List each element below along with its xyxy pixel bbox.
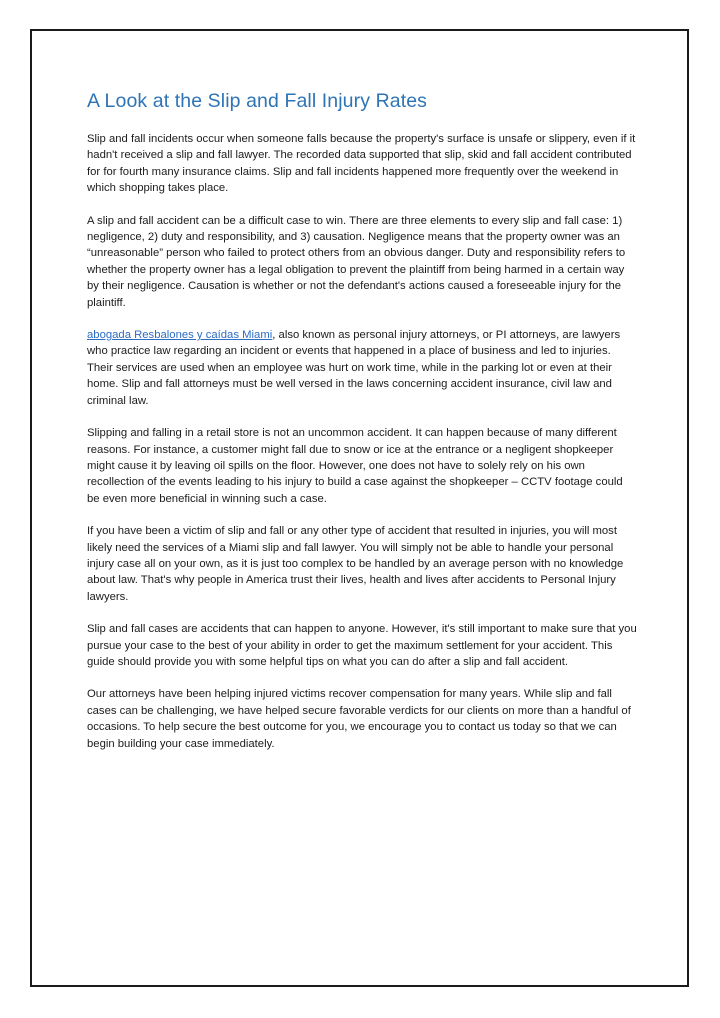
paragraph-3-text: , also known as personal injury attorneys, or PI attorneys, are lawyers who practice law regarding an incident or events that happened in a place of business and led to injuries. Their services are used when an employee was hurt on work time, while in the parking lot or even at their home. Slip and fall attorneys must be well versed in the laws concerning accident insurance, civil law and criminal law. xyxy=(87,329,621,407)
document-body xyxy=(87,88,637,768)
paragraph-6: Slip and fall cases are accidents that can happen to anyone. However, it's still important to make sure that you pursue your case to the best of your ability in order to get the maximum settlement for your accident. This guide should provide you with some helpful tips on what you can do after a slip and fall accident. xyxy=(87,623,637,668)
paragraph-4: Slipping and falling in a retail store is not an uncommon accident. It can happen because of many different reasons. For instance, a customer might fall due to snow or ice at the entrance or a negligent shopkeeper might cause it by leaving oil spills on the floor. However, one does not have to solely rely on his own recollection of the events leading to his injury to build a case against the shopkeeper – CCTV footage could be even more beneficial in winning such a case. xyxy=(87,427,623,505)
paragraph-5: If you have been a victim of slip and fall or any other type of accident that resulted in injuries, you will most likely need the services of a Miami slip and fall lawyer. You will simply not be able to handle your personal injury case all on your own, as it is just too complex to be handled by an average person with no knowledge about law. That's why people in America trust their lives, health and lives after accidents to Personal Injury lawyers. xyxy=(87,525,624,603)
paragraph-7: Our attorneys have been helping injured victims recover compensation for many years. While slip and fall cases can be challenging, we have helped secure favorable verdicts for our clients on more than a handful of occasions. To help secure the best outcome for you, we encourage you to contact us today so that we can begin building your case immediately. xyxy=(87,688,631,750)
paragraph-2: A slip and fall accident can be a difficult case to win. There are three elements to every slip and fall case: 1) negligence, 2) duty and responsibility, and 3) causation. Negligence means that the property owner was an “unreasonable” person who failed to protect others from an obvious danger. Duty and responsibility refers to whether the property owner has a legal obligation to prevent the plaintiff from being harmed in a certain way by their negligence. Causation is whether or not the defendant's actions caused a foreseeable injury for the plaintiff. xyxy=(87,214,626,309)
attorney-link[interactable]: abogada Resbalones y caídas Miami xyxy=(87,329,273,342)
paragraph-1: Slip and fall incidents occur when someone falls because the property's surface is unsafe or slippery, even if it hadn't received a slip and fall lawyer. The recorded data supported that slip, skid and fall accident contributed for for fourth many insurance claims. Slip and fall incidents happened more frequently over the weekend in which shopping takes place. xyxy=(87,133,636,195)
document-title: A Look at the Slip and Fall Injury Rates xyxy=(87,90,428,112)
paragraph-3 xyxy=(87,327,637,409)
